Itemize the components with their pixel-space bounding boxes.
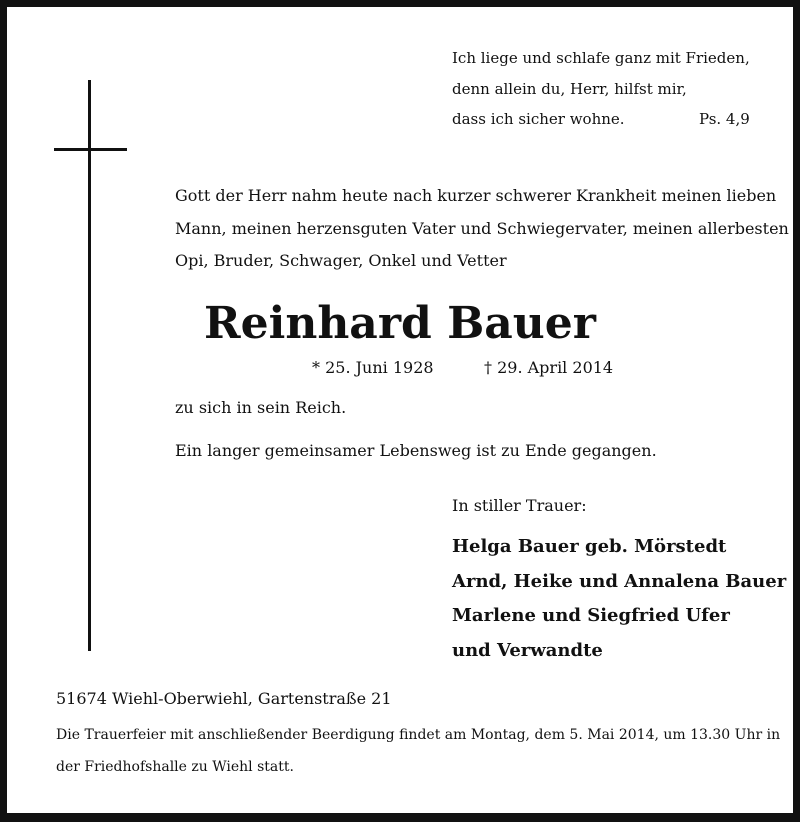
intro-line-1: Gott der Herr nahm heute nach kurzer schwerer Krankheit meinen lieben — [175, 186, 777, 205]
funeral-line-1: Die Trauerfeier mit anschließender Beerdigung findet am Montag, dem 5. Mai 2014, um 13.30 Uhr in — [56, 727, 781, 743]
psalm-line-1: Ich liege und schlafe ganz mit Frieden, — [452, 49, 750, 67]
funeral-line-2: der Friedhofshalle zu Wiehl statt. — [56, 759, 294, 775]
birth-date: * 25. Juni 1928 — [312, 358, 434, 377]
mourning-heading: In stiller Trauer: — [452, 496, 587, 515]
mourner-3: Marlene und Siegfried Ufer — [452, 605, 730, 626]
address: 51674 Wiehl-Oberwiehl, Gartenstraße 21 — [56, 689, 392, 708]
psalm-line-3: dass ich sicher wohne. — [452, 110, 625, 128]
cross-icon — [88, 80, 91, 651]
closing-line-2: Ein langer gemeinsamer Lebensweg ist zu Ende gegangen. — [175, 441, 657, 460]
mourner-2: Arnd, Heike und Annalena Bauer — [452, 571, 787, 592]
closing-line-1: zu sich in sein Reich. — [175, 398, 347, 417]
cross-icon-bar — [54, 148, 127, 151]
psalm-reference: Ps. 4,9 — [699, 110, 750, 128]
death-date: † 29. April 2014 — [484, 358, 614, 377]
psalm-line-2: denn allein du, Herr, hilfst mir, — [452, 80, 687, 98]
deceased-name: Reinhard Bauer — [204, 298, 596, 349]
intro-line-2: Mann, meinen herzensguten Vater und Schwiegervater, meinen allerbesten — [175, 219, 789, 238]
mourner-1: Helga Bauer geb. Mörstedt — [452, 536, 727, 557]
intro-line-3: Opi, Bruder, Schwager, Onkel und Vetter — [175, 251, 507, 270]
mourner-4: und Verwandte — [452, 640, 603, 661]
